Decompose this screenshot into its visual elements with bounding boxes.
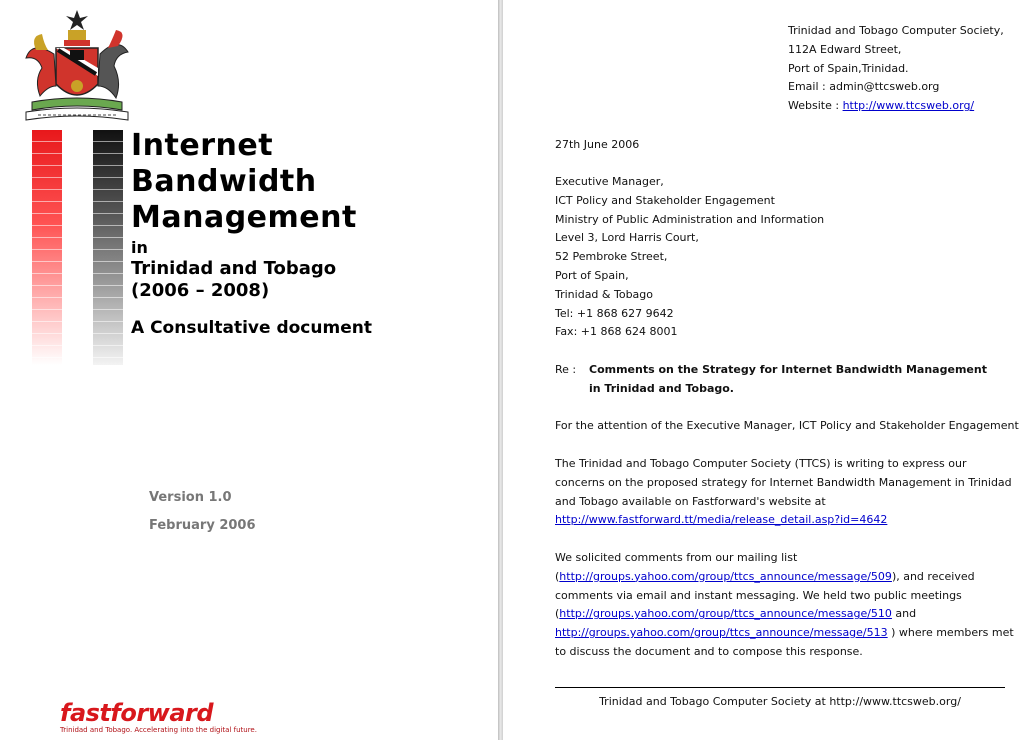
logo-tagline: Trinidad and Tobago. Accelerating into the digital future. xyxy=(60,726,257,734)
logo-wordmark: fastforward xyxy=(60,699,214,727)
subject-line xyxy=(589,361,987,399)
letter-page xyxy=(503,0,1024,740)
subject-line2: in Trinidad and Tobago. xyxy=(589,381,734,395)
recipient-line: 52 Pembroke Street, xyxy=(555,250,668,264)
cover-title-line3: Management xyxy=(131,200,357,235)
cover-subtitle: A Consultative document xyxy=(131,318,372,338)
recipient-tel: Tel: +1 868 627 9642 xyxy=(555,306,674,320)
page-footer xyxy=(555,693,1005,712)
cover-title-in: in xyxy=(131,238,148,257)
fastforward-logo xyxy=(60,700,260,734)
recipient-line: ICT Policy and Stakeholder Engagement xyxy=(555,193,775,207)
cover-title-years: (2006 – 2008) xyxy=(131,280,270,301)
sender-street: 112A Edward Street, xyxy=(788,42,902,56)
red-gradient-bar xyxy=(32,130,62,365)
cover-title-country: Trinidad and Tobago xyxy=(131,258,337,279)
mailing-list-link-509[interactable]: http://groups.yahoo.com/group/ttcs_announce/message/509 xyxy=(559,569,892,583)
para1-line2: concerns on the proposed strategy for Internet Bandwidth Management in Trinidad xyxy=(555,475,1012,489)
para2-line3: comments via email and instant messaging. We held two public meetings xyxy=(555,588,962,602)
sender-city: Port of Spain,Trinidad. xyxy=(788,61,909,75)
recipient-line: Port of Spain, xyxy=(555,268,629,282)
fastforward-release-link[interactable]: http://www.fastforward.tt/media/release_detail.asp?id=4642 xyxy=(555,513,888,527)
footer-url[interactable]: http://www.ttcsweb.org/ xyxy=(829,695,961,708)
document-date: February 2006 xyxy=(149,518,256,533)
subject-line1: Comments on the Strategy for Internet Bandwidth Management xyxy=(589,363,987,376)
recipient-address xyxy=(555,173,824,342)
recipient-line: Level 3, Lord Harris Court, xyxy=(555,231,699,245)
website-link[interactable]: http://www.ttcsweb.org/ xyxy=(842,99,975,113)
paragraph-1 xyxy=(555,455,1015,530)
cover-page xyxy=(0,0,498,740)
recipient-line: Trinidad & Tobago xyxy=(555,287,654,301)
para2-line2-rest: ), and received xyxy=(891,569,975,583)
para2-open-paren-2: ( xyxy=(555,607,560,621)
website-label: Website : xyxy=(788,99,843,113)
grey-gradient-bar xyxy=(93,130,123,365)
cover-title-line2: Bandwidth xyxy=(131,164,317,199)
sender-org: Trinidad and Tobago Computer Society, xyxy=(788,24,1004,37)
recipient-fax: Fax: +1 868 624 8001 xyxy=(555,325,678,339)
sender-email: Email : admin@ttcsweb.org xyxy=(788,80,940,94)
para2-line6: to discuss the document and to compose this response. xyxy=(555,644,863,658)
coat-of-arms-icon xyxy=(18,6,136,126)
meeting-link-510[interactable]: http://groups.yahoo.com/group/ttcs_announce/message/510 xyxy=(559,607,892,621)
recipient-line: Executive Manager, xyxy=(555,175,664,188)
paragraph-2 xyxy=(555,549,1015,662)
para2-open-paren: ( xyxy=(555,569,560,583)
footer-divider xyxy=(555,687,1005,688)
document-version: Version 1.0 xyxy=(149,490,232,505)
cover-title-line1: Internet xyxy=(131,128,274,163)
meeting-link-513[interactable]: http://groups.yahoo.com/group/ttcs_announce/message/513 xyxy=(555,626,888,640)
para2-line5-rest: ) where members met xyxy=(887,626,1014,640)
para2-line4-rest: and xyxy=(891,607,917,621)
sender-address xyxy=(788,22,1004,116)
re-label: Re : xyxy=(555,363,577,376)
recipient-line: Ministry of Public Administration and Information xyxy=(555,212,825,226)
footer-text: Trinidad and Tobago Computer Society at xyxy=(599,695,830,708)
letter-date: 27th June 2006 xyxy=(555,138,640,151)
para1-line3: and Tobago available on Fastforward's website at xyxy=(555,494,826,508)
para1-line1: The Trinidad and Tobago Computer Society (TTCS) is writing to express our xyxy=(555,457,967,470)
para2-line1: We solicited comments from our mailing list xyxy=(555,551,798,564)
attention-line: For the attention of the Executive Manager, ICT Policy and Stakeholder Engagement xyxy=(555,419,1019,432)
sender-website xyxy=(788,97,1004,116)
